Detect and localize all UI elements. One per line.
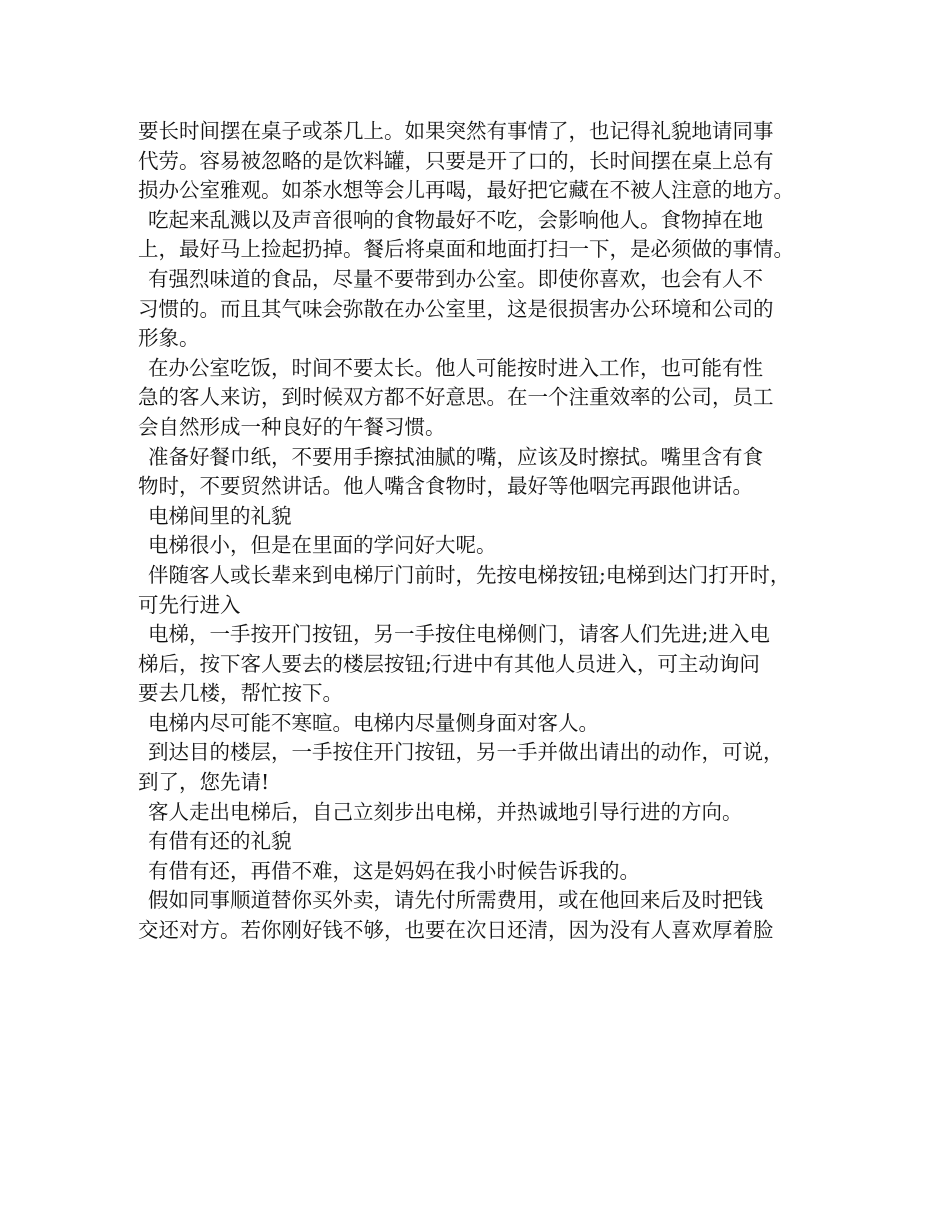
paragraph-start-line: 到达目的楼层，一手按住开门按钮，另一手并做出请出的动作，可说， xyxy=(148,740,784,765)
paragraph-start-line: 准备好餐巾纸，不要用手擦拭油腻的嘴，应该及时擦拭。嘴里含有食 xyxy=(148,444,763,469)
paragraph-start-line: 电梯很小，但是在里面的学问好大呢。 xyxy=(148,533,497,558)
paragraph-start-line: 吃起来乱溅以及声音很响的食物最好不吃，会影响他人。食物掉在地 xyxy=(148,207,763,232)
text-line: 损办公室雅观。如茶水想等会儿再喝，最好把它藏在不被人注意的地方。 xyxy=(138,178,794,203)
paragraph-start-line: 有借有还，再借不难，这是妈妈在我小时候告诉我的。 xyxy=(148,858,640,883)
section-heading: 电梯间里的礼貌 xyxy=(148,503,292,528)
paragraph-start-line: 在办公室吃饭，时间不要太长。他人可能按时进入工作，也可能有性 xyxy=(148,355,763,380)
text-line: 物时，不要贸然讲话。他人嘴含食物时，最好等他咽完再跟他讲话。 xyxy=(138,474,753,499)
paragraph-start-line: 有强烈味道的食品，尽量不要带到办公室。即使你喜欢，也会有人不 xyxy=(148,266,763,291)
section-heading: 有借有还的礼貌 xyxy=(148,829,292,854)
text-line: 习惯的。而且其气味会弥散在办公室里，这是很损害办公环境和公司的 xyxy=(138,296,774,321)
text-line: 可先行进入 xyxy=(138,592,241,617)
paragraph-start-line: 电梯内尽可能不寒暄。电梯内尽量侧身面对客人。 xyxy=(148,710,599,735)
text-line: 形象。 xyxy=(138,326,200,351)
text-line: 会自然形成一种良好的午餐习惯。 xyxy=(138,414,446,439)
text-line: 上，最好马上捡起扔掉。餐后将桌面和地面打扫一下，是必须做的事情。 xyxy=(138,237,794,262)
text-line: 代劳。容易被忽略的是饮料罐，只要是开了口的，长时间摆在桌上总有 xyxy=(138,148,774,173)
text-line: 梯后，按下客人要去的楼层按钮;行进中有其他人员进入，可主动询问 xyxy=(138,651,760,676)
text-line: 要长时间摆在桌子或茶几上。如果突然有事情了，也记得礼貌地请同事 xyxy=(138,119,774,143)
text-line: 到了，您先请! xyxy=(138,770,270,795)
paragraph-start-line: 假如同事顺道替你买外卖，请先付所需费用，或在他回来后及时把钱 xyxy=(148,888,763,913)
paragraph-start-line: 伴随客人或长辈来到电梯厅门前时，先按电梯按钮;电梯到达门打开时， xyxy=(148,562,791,587)
paragraph-start-line: 电梯，一手按开门按钮，另一手按住电梯侧门，请客人们先进;进入电 xyxy=(148,622,770,647)
paragraph-start-line: 客人走出电梯后，自己立刻步出电梯，并热诚地引导行进的方向。 xyxy=(148,799,743,824)
document-body xyxy=(138,117,828,946)
text-line: 要去几楼，帮忙按下。 xyxy=(138,681,343,706)
text-line: 交还对方。若你刚好钱不够，也要在次日还清，因为没有人喜欢厚着脸 xyxy=(138,918,774,943)
text-line: 急的客人来访，到时候双方都不好意思。在一个注重效率的公司，员工 xyxy=(138,385,774,410)
